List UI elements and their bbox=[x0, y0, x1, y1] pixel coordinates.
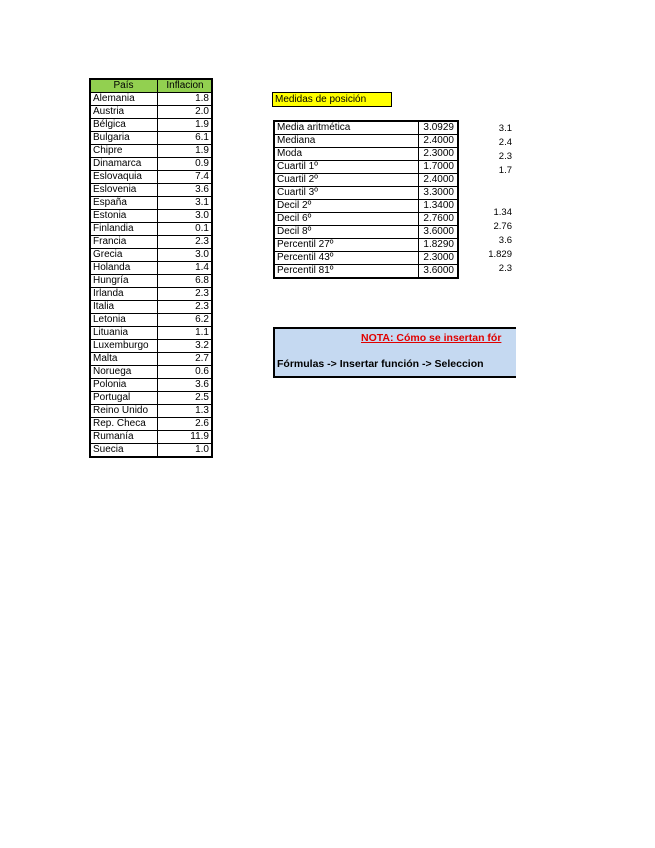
rounded-value-cell[interactable] bbox=[459, 276, 515, 290]
measure-value-cell[interactable]: 2.3000 bbox=[419, 252, 459, 265]
inflation-cell[interactable]: 2.5 bbox=[158, 392, 213, 405]
table-row bbox=[90, 171, 212, 184]
measure-name-cell[interactable]: Cuartil 3º bbox=[274, 187, 419, 200]
inflation-cell[interactable]: 3.6 bbox=[158, 379, 213, 392]
country-cell[interactable]: Lituania bbox=[90, 327, 158, 340]
table-row bbox=[90, 262, 212, 275]
country-cell[interactable]: Suecia bbox=[90, 444, 158, 458]
inflation-cell[interactable]: 3.0 bbox=[158, 210, 213, 223]
table-row bbox=[90, 184, 212, 197]
inflation-table bbox=[89, 78, 213, 458]
country-cell[interactable]: Bélgica bbox=[90, 119, 158, 132]
note-text: Fórmulas -> Insertar función -> Seleccion bbox=[277, 358, 484, 370]
inflation-cell[interactable]: 2.6 bbox=[158, 418, 213, 431]
measure-value-cell[interactable]: 2.4000 bbox=[419, 135, 459, 148]
measure-name-cell[interactable]: Decil 8º bbox=[274, 226, 419, 239]
measure-row bbox=[274, 252, 458, 265]
measure-value-cell[interactable]: 3.3000 bbox=[419, 187, 459, 200]
measure-row bbox=[274, 265, 458, 279]
table-row bbox=[90, 431, 212, 444]
measure-value-cell[interactable]: 2.7600 bbox=[419, 213, 459, 226]
country-cell[interactable]: Rumanía bbox=[90, 431, 158, 444]
country-cell[interactable]: Rep. Checa bbox=[90, 418, 158, 431]
measure-row bbox=[274, 148, 458, 161]
country-cell[interactable]: Luxemburgo bbox=[90, 340, 158, 353]
country-cell[interactable]: Letonia bbox=[90, 314, 158, 327]
country-cell[interactable]: Reino Unido bbox=[90, 405, 158, 418]
table-row bbox=[90, 353, 212, 366]
measure-value-cell[interactable]: 3.0929 bbox=[419, 121, 459, 135]
country-cell[interactable]: Hungría bbox=[90, 275, 158, 288]
table-row bbox=[90, 275, 212, 288]
table-row bbox=[90, 132, 212, 145]
country-cell[interactable]: Holanda bbox=[90, 262, 158, 275]
table-row bbox=[90, 93, 212, 106]
inflation-cell[interactable]: 0.9 bbox=[158, 158, 213, 171]
measure-value-cell[interactable]: 1.3400 bbox=[419, 200, 459, 213]
inflation-cell[interactable]: 1.9 bbox=[158, 145, 213, 158]
measure-value-cell[interactable]: 1.8290 bbox=[419, 239, 459, 252]
measure-value-cell[interactable]: 1.7000 bbox=[419, 161, 459, 174]
note-title: NOTA: Cómo se insertan fór bbox=[361, 332, 502, 344]
country-cell[interactable]: Alemania bbox=[90, 93, 158, 106]
inflation-cell[interactable]: 2.3 bbox=[158, 236, 213, 249]
inflation-cell[interactable]: 1.0 bbox=[158, 444, 213, 458]
country-cell[interactable]: Francia bbox=[90, 236, 158, 249]
measure-row bbox=[274, 174, 458, 187]
header-country: País bbox=[90, 79, 158, 93]
measure-name-cell[interactable]: Cuartil 2º bbox=[274, 174, 419, 187]
table-header-row bbox=[90, 79, 212, 93]
table-row bbox=[90, 327, 212, 340]
inflation-cell[interactable]: 2.3 bbox=[158, 288, 213, 301]
measure-row bbox=[274, 161, 458, 174]
table-row bbox=[90, 366, 212, 379]
inflation-cell[interactable]: 6.8 bbox=[158, 275, 213, 288]
inflation-cell[interactable]: 11.9 bbox=[158, 431, 213, 444]
rounded-value-cell[interactable]: 1.829 bbox=[488, 249, 512, 260]
inflation-cell[interactable]: 2.3 bbox=[158, 301, 213, 314]
rounded-value-cell[interactable]: 3.1 bbox=[498, 123, 512, 134]
table-row bbox=[90, 444, 212, 458]
measure-name-cell[interactable]: Percentil 43º bbox=[274, 252, 419, 265]
measure-name-cell[interactable]: Moda bbox=[274, 148, 419, 161]
rounded-value-cell[interactable]: 1.7 bbox=[498, 165, 512, 176]
table-row bbox=[90, 223, 212, 236]
table-row bbox=[90, 236, 212, 249]
country-cell[interactable]: Irlanda bbox=[90, 288, 158, 301]
measure-row bbox=[274, 213, 458, 226]
inflation-cell[interactable]: 1.3 bbox=[158, 405, 213, 418]
note-box bbox=[273, 327, 516, 378]
inflation-cell[interactable]: 1.8 bbox=[158, 93, 213, 106]
measure-name-cell[interactable]: Mediana bbox=[274, 135, 419, 148]
country-cell[interactable]: Portugal bbox=[90, 392, 158, 405]
country-cell[interactable]: Chipre bbox=[90, 145, 158, 158]
country-cell[interactable]: Estonia bbox=[90, 210, 158, 223]
inflation-cell[interactable]: 1.9 bbox=[158, 119, 213, 132]
country-cell[interactable]: Eslovaquia bbox=[90, 171, 158, 184]
table-row bbox=[90, 249, 212, 262]
inflation-cell[interactable]: 2.0 bbox=[158, 106, 213, 119]
rounded-value-cell[interactable]: 1.34 bbox=[493, 207, 512, 218]
table-row bbox=[90, 314, 212, 327]
country-cell[interactable]: Eslovenia bbox=[90, 184, 158, 197]
measure-name-cell[interactable]: Percentil 27º bbox=[274, 239, 419, 252]
country-cell[interactable]: España bbox=[90, 197, 158, 210]
country-cell[interactable]: Italia bbox=[90, 301, 158, 314]
country-cell[interactable]: Austria bbox=[90, 106, 158, 119]
inflation-cell[interactable]: 6.1 bbox=[158, 132, 213, 145]
measure-value-cell[interactable]: 3.6000 bbox=[419, 226, 459, 239]
inflation-cell[interactable]: 3.0 bbox=[158, 249, 213, 262]
inflation-cell[interactable]: 2.7 bbox=[158, 353, 213, 366]
inflation-cell[interactable]: 3.6 bbox=[158, 184, 213, 197]
inflation-cell[interactable]: 0.1 bbox=[158, 223, 213, 236]
measure-row bbox=[274, 200, 458, 213]
rounded-values-column bbox=[459, 122, 515, 290]
country-cell[interactable]: Grecia bbox=[90, 249, 158, 262]
inflation-cell[interactable]: 1.4 bbox=[158, 262, 213, 275]
rounded-value-cell[interactable]: 3.6 bbox=[498, 235, 512, 246]
rounded-value-cell[interactable] bbox=[459, 178, 515, 192]
rounded-value-cell[interactable] bbox=[459, 192, 515, 206]
table-row bbox=[90, 379, 212, 392]
table-row bbox=[90, 145, 212, 158]
position-measures-title: Medidas de posición bbox=[272, 92, 392, 107]
country-cell[interactable]: Polonia bbox=[90, 379, 158, 392]
table-row bbox=[90, 210, 212, 223]
country-cell[interactable]: Malta bbox=[90, 353, 158, 366]
table-row bbox=[90, 106, 212, 119]
table-row bbox=[90, 392, 212, 405]
table-row bbox=[90, 301, 212, 314]
measure-name-cell[interactable]: Decil 2º bbox=[274, 200, 419, 213]
measure-name-cell[interactable]: Media aritmética bbox=[274, 121, 419, 135]
country-cell[interactable]: Finlandia bbox=[90, 223, 158, 236]
measure-value-cell[interactable]: 2.4000 bbox=[419, 174, 459, 187]
measure-row bbox=[274, 239, 458, 252]
rounded-value-cell[interactable]: 2.3 bbox=[498, 151, 512, 162]
inflation-cell[interactable]: 3.2 bbox=[158, 340, 213, 353]
inflation-cell[interactable]: 7.4 bbox=[158, 171, 213, 184]
country-cell[interactable]: Bulgaria bbox=[90, 132, 158, 145]
rounded-value-cell[interactable]: 2.3 bbox=[498, 263, 512, 274]
position-measures-table bbox=[273, 120, 459, 279]
measure-name-cell[interactable]: Decil 6º bbox=[274, 213, 419, 226]
table-row bbox=[90, 418, 212, 431]
country-cell[interactable]: Dinamarca bbox=[90, 158, 158, 171]
table-row bbox=[90, 405, 212, 418]
inflation-cell[interactable]: 3.1 bbox=[158, 197, 213, 210]
measure-row bbox=[274, 226, 458, 239]
header-inflation: Inflacion bbox=[158, 79, 213, 93]
table-row bbox=[90, 119, 212, 132]
measure-row bbox=[274, 187, 458, 200]
rounded-value-cell[interactable]: 2.76 bbox=[493, 221, 512, 232]
inflation-cell[interactable]: 0.6 bbox=[158, 366, 213, 379]
table-row bbox=[90, 288, 212, 301]
table-row bbox=[90, 340, 212, 353]
inflation-cell[interactable]: 6.2 bbox=[158, 314, 213, 327]
country-cell[interactable]: Noruega bbox=[90, 366, 158, 379]
rounded-value-cell[interactable]: 2.4 bbox=[498, 137, 512, 148]
measure-name-cell[interactable]: Cuartil 1º bbox=[274, 161, 419, 174]
table-row bbox=[90, 158, 212, 171]
measure-row bbox=[274, 135, 458, 148]
measure-value-cell[interactable]: 2.3000 bbox=[419, 148, 459, 161]
measure-value-cell[interactable]: 3.6000 bbox=[419, 265, 459, 279]
measure-row bbox=[274, 121, 458, 135]
inflation-cell[interactable]: 1.1 bbox=[158, 327, 213, 340]
table-row bbox=[90, 197, 212, 210]
measure-name-cell[interactable]: Percentil 81º bbox=[274, 265, 419, 279]
